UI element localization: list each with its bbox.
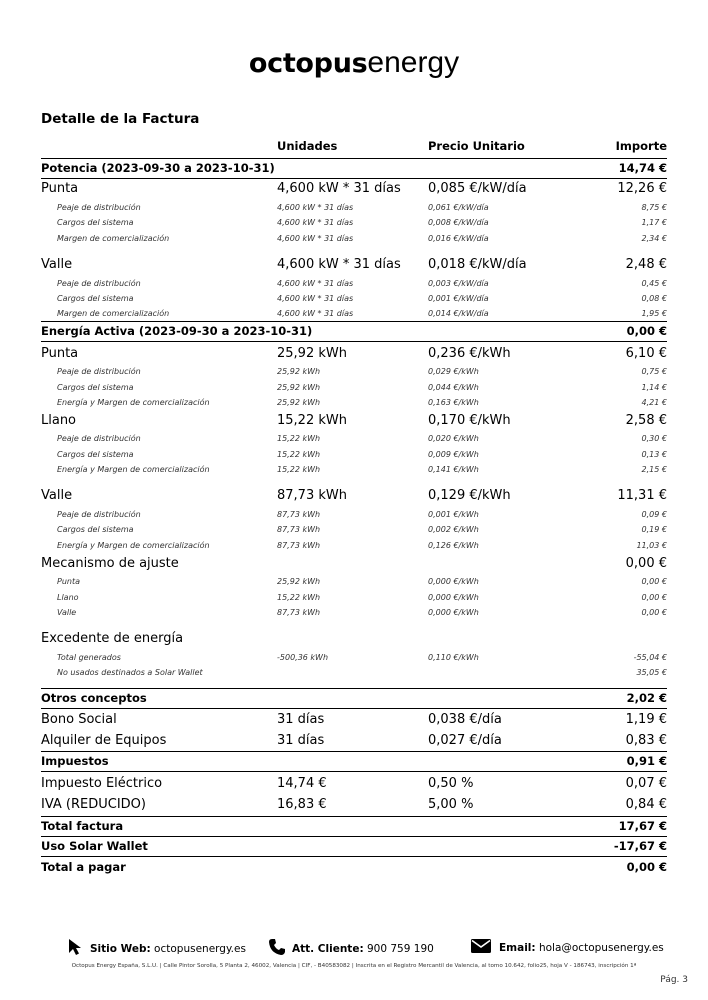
envelope-icon	[471, 939, 491, 953]
subline: Peaje de distribución 87,73 kWh 0,001 €/kWh 0,09 €	[57, 510, 667, 519]
subline: Cargos del sistema 25,92 kWh 0,044 €/kWh 1,14 €	[57, 383, 667, 392]
subline: Cargos del sistema 87,73 kWh 0,002 €/kWh 0,19 €	[57, 525, 667, 534]
subline: Energía y Margen de comercialización 87,73 kWh 0,126 €/kWh 11,03 €	[57, 541, 667, 550]
phone-icon	[268, 938, 286, 956]
section-potencia	[41, 158, 667, 179]
web-link[interactable]: octopusenergy.es	[154, 943, 246, 955]
cursor-arrow-icon	[68, 938, 84, 956]
total-a-pagar: Total a pagar 0,00 €	[41, 860, 667, 874]
subline: Llano 15,22 kWh 0,000 €/kWh 0,00 €	[57, 593, 667, 602]
subline: Peaje de distribución 25,92 kWh 0,029 €/kWh 0,75 €	[57, 367, 667, 376]
subline: Total generados -500,36 kWh 0,110 €/kWh -55,04 €	[57, 653, 667, 662]
subline: Cargos del sistema 15,22 kWh 0,009 €/kWh 0,13 €	[57, 450, 667, 459]
line-energia-punta: Punta 25,92 kWh 0,236 €/kWh 6,10 €	[41, 346, 667, 361]
section-label: Potencia (2023-09-30 a 2023-10-31)	[41, 161, 275, 175]
section-total: 14,74 €	[618, 161, 667, 175]
line-mecanismo-ajuste: Mecanismo de ajuste 0,00 €	[41, 556, 667, 571]
phone-link[interactable]: 900 759 190	[367, 943, 434, 955]
subline: Cargos del sistema 4,600 kW * 31 días 0,001 €/kW/día 0,08 €	[57, 294, 667, 303]
line-label: Punta	[41, 181, 79, 196]
line-price: 0,085 €/kW/día	[428, 181, 527, 196]
subline: Margen de comercialización 4,600 kW * 31 días 0,016 €/kW/día 2,34 €	[57, 234, 667, 243]
line-potencia-punta	[41, 180, 667, 198]
subline: Valle 87,73 kWh 0,000 €/kWh 0,00 €	[57, 608, 667, 617]
total-factura: Total factura 17,67 €	[41, 816, 667, 837]
legal-text: Octopus Energy España, S.L.U. | Calle Pintor Sorolla, 5 Planta 2, 46002, Valencia | CIF, - B40583082 | Inscrita en el Registro Mercantil de Valencia, al tomo 10.642, folio25, hoja V - 186743, inscripción 1ª	[71, 963, 637, 969]
line-excedente: Excedente de energía	[41, 631, 184, 646]
subline: No usados destinados a Solar Wallet 35,05 €	[57, 668, 667, 677]
section-energia: Energía Activa (2023-09-30 a 2023-10-31) 0,00 €	[41, 321, 667, 342]
line-energia-llano: Llano 15,22 kWh 0,170 €/kWh 2,58 €	[41, 413, 667, 428]
email-link[interactable]: hola@octopusenergy.es	[538, 942, 664, 954]
page-number: Pág. 3	[660, 975, 688, 985]
subline: Margen de comercialización 4,600 kW * 31 días 0,014 €/kW/día 1,95 €	[57, 309, 667, 318]
uso-solar-wallet: Uso Solar Wallet -17,67 €	[41, 837, 667, 857]
line-bono-social: Bono Social 31 días 0,038 €/día 1,19 €	[41, 712, 667, 727]
footer-web: Sitio Web: octopusenergy.es	[68, 938, 246, 958]
subline: Peaje de distribución 4,600 kW * 31 días 0,061 €/kW/día 8,75 €	[57, 203, 667, 212]
header-unidades: Unidades	[277, 139, 338, 153]
line-iva: IVA (REDUCIDO) 16,83 € 5,00 % 0,84 €	[41, 797, 667, 812]
subline: Energía y Margen de comercialización 25,92 kWh 0,163 €/kWh 4,21 €	[57, 398, 667, 407]
line-amount: 12,26 €	[617, 181, 667, 196]
line-potencia-valle: Valle 4,600 kW * 31 días 0,018 €/kW/día 2,48 €	[41, 257, 667, 272]
line-units: 4,600 kW * 31 días	[277, 181, 401, 196]
subline: Energía y Margen de comercialización 15,22 kWh 0,141 €/kWh 2,15 €	[57, 465, 667, 474]
subline: Cargos del sistema 4,600 kW * 31 días 0,008 €/kW/día 1,17 €	[57, 218, 667, 227]
line-alquiler: Alquiler de Equipos 31 días 0,027 €/día 0,83 €	[41, 733, 667, 748]
page-title: Detalle de la Factura	[41, 111, 200, 127]
section-impuestos: Impuestos 0,91 €	[41, 751, 667, 772]
footer-email: Email: hola@octopusenergy.es	[471, 938, 664, 958]
line-energia-valle: Valle 87,73 kWh 0,129 €/kWh 11,31 €	[41, 488, 667, 503]
section-otros: Otros conceptos 2,02 €	[41, 688, 667, 709]
octopus-logo: octopusenergy	[248, 46, 460, 79]
subline: Peaje de distribución 15,22 kWh 0,020 €/kWh 0,30 €	[57, 434, 667, 443]
footer-phone: Att. Cliente: 900 759 190	[268, 938, 434, 958]
subline: Punta 25,92 kWh 0,000 €/kWh 0,00 €	[57, 577, 667, 586]
line-impuesto-electrico: Impuesto Eléctrico 14,74 € 0,50 % 0,07 €	[41, 776, 667, 791]
header-importe: Importe	[615, 139, 667, 153]
header-precio: Precio Unitario	[428, 139, 525, 153]
subline: Peaje de distribución 4,600 kW * 31 días 0,003 €/kW/día 0,45 €	[57, 279, 667, 288]
